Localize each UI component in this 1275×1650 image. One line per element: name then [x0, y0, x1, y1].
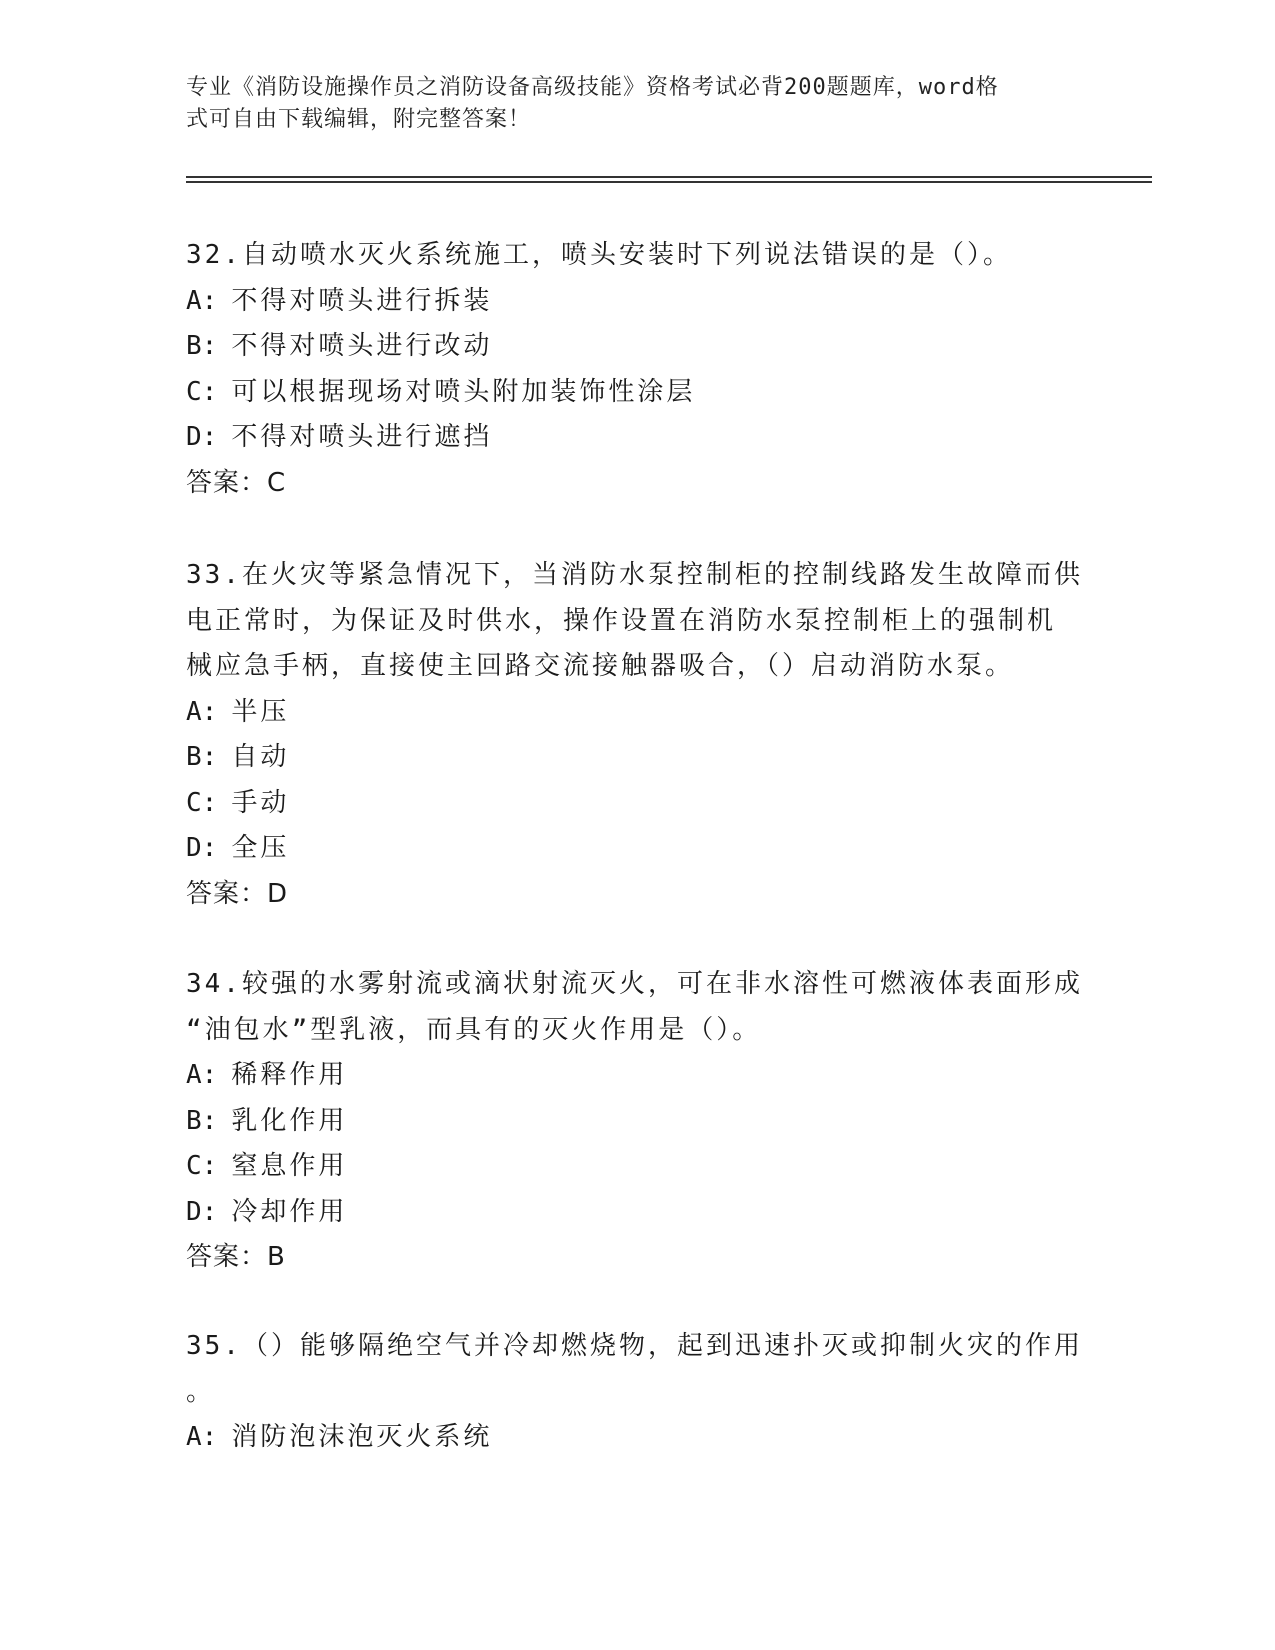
option-letter: D:	[186, 1196, 218, 1227]
option-d	[186, 826, 1086, 872]
option-letter: B:	[186, 1105, 218, 1136]
option-d	[186, 415, 1086, 461]
option-letter: D:	[186, 833, 218, 863]
option-c	[186, 781, 1086, 827]
header-divider-bottom	[186, 181, 1152, 183]
option-letter: A:	[186, 285, 218, 316]
option-letter: B:	[186, 331, 218, 361]
option-text: 窒息作用	[231, 1151, 348, 1181]
question-32	[186, 233, 1086, 506]
option-letter: C:	[186, 1151, 218, 1181]
question-stem: 32.自动喷水灭火系统施工，喷头安装时下列说法错误的是（）。	[186, 240, 1012, 270]
answer: 答案：C	[186, 467, 287, 498]
option-b	[186, 324, 1086, 370]
option-letter: C:	[186, 787, 218, 818]
option-d	[186, 1190, 1086, 1236]
question-34	[186, 962, 1086, 1281]
option-b	[186, 1099, 1086, 1145]
option-text: 全压	[231, 833, 290, 863]
question-35	[186, 1324, 1086, 1461]
document-header	[186, 72, 1066, 136]
option-letter: D:	[186, 422, 218, 452]
question-stem-line-1: 33.在火灾等紧急情况下，当消防水泵控制柜的控制线路发生故障而供	[186, 560, 1083, 590]
option-text: 不得对喷头进行拆装	[231, 285, 493, 316]
question-33	[186, 553, 1086, 917]
option-text: 半压	[231, 696, 290, 727]
option-text: 可以根据现场对喷头附加装饰性涂层	[231, 376, 696, 407]
question-stem-line-2: 电正常时，为保证及时供水，操作设置在消防水泵控制柜上的强制机	[186, 605, 1057, 636]
header-line-1: 专业《消防设施操作员之消防设备高级技能》资格考试必背200题题库，word格	[186, 75, 999, 100]
option-a	[186, 690, 1086, 736]
question-stem-line-3: 械应急手柄，直接使主回路交流接触器吸合，（）启动消防水泵。	[186, 651, 1015, 681]
question-stem-line-1: 35.（）能够隔绝空气并冷却燃烧物，起到迅速扑灭或抑制火灾的作用	[186, 1331, 1083, 1361]
answer: 答案：B	[186, 1242, 286, 1272]
option-text: 消防泡沫泡灭火系统	[231, 1422, 493, 1452]
option-letter: C:	[186, 376, 218, 407]
option-letter: A:	[186, 696, 218, 727]
option-text: 不得对喷头进行改动	[231, 331, 493, 361]
option-a	[186, 279, 1086, 325]
option-letter: A:	[186, 1422, 218, 1452]
option-text: 手动	[231, 787, 290, 818]
answer: 答案：D	[186, 878, 289, 909]
option-text: 乳化作用	[231, 1105, 348, 1136]
option-a	[186, 1415, 1086, 1461]
option-text: 稀释作用	[231, 1060, 348, 1090]
option-letter: A:	[186, 1060, 218, 1090]
option-a	[186, 1053, 1086, 1099]
option-text: 自动	[231, 742, 290, 772]
option-text: 不得对喷头进行遮挡	[231, 422, 493, 452]
header-line-2: 式可自由下载编辑，附完整答案！	[186, 107, 532, 132]
option-c	[186, 370, 1086, 416]
option-letter: B:	[186, 742, 218, 772]
header-divider-top	[186, 176, 1152, 178]
option-text: 冷却作用	[231, 1196, 348, 1227]
option-c	[186, 1144, 1086, 1190]
question-stem-line-2: “油包水”型乳液，而具有的灭火作用是（）。	[186, 1014, 762, 1045]
question-stem-line-1: 34.较强的水雾射流或滴状射流灭火，可在非水溶性可燃液体表面形成	[186, 969, 1083, 999]
question-stem-line-2: 。	[186, 1376, 216, 1407]
option-b	[186, 735, 1086, 781]
